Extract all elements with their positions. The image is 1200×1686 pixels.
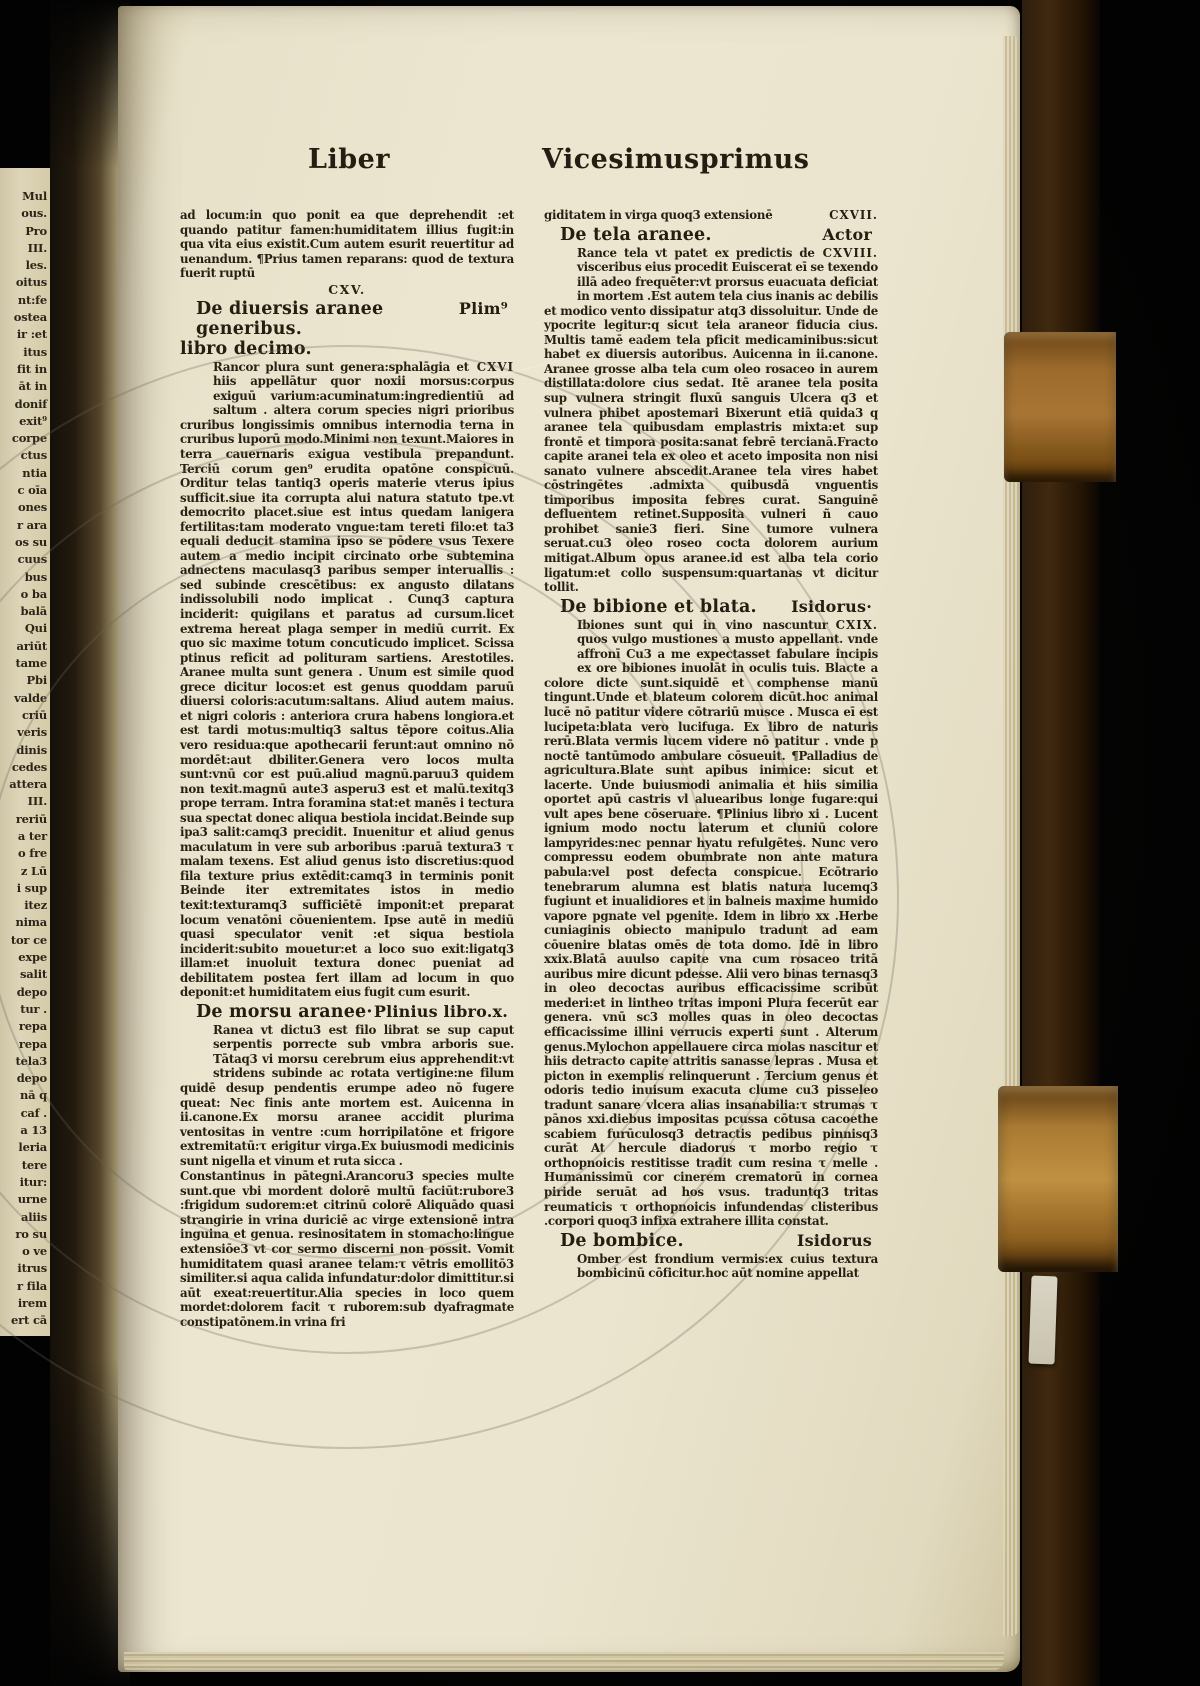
facing-page-fragment: a ter (17, 828, 47, 843)
section-heading-row (544, 1231, 878, 1251)
facing-page-fragment: depo (16, 1071, 47, 1086)
facing-page-sliver (0, 168, 50, 1336)
running-header-left: Liber (308, 144, 391, 175)
facing-page-fragment: ariūt (16, 638, 47, 653)
initial-letter-space (180, 1023, 213, 1067)
facing-page-fragment: fit in (16, 361, 47, 376)
running-header (118, 144, 1020, 184)
leather-clasp-strap-bottom (998, 1086, 1118, 1272)
facing-page-fragment: urne (17, 1192, 47, 1207)
chapter-numeral: CXV. (328, 281, 366, 297)
section-heading-subtitle: libro decimo. (180, 338, 312, 359)
initial-letter-space (544, 618, 577, 662)
facing-page-fragment: les. (25, 258, 47, 273)
facing-page-fragment: valde (14, 690, 47, 705)
section-heading-author: Isidorus· (791, 596, 872, 616)
section-heading (180, 1002, 514, 1022)
facing-page-fragment: Pbi (26, 673, 47, 688)
body-paragraph: Omber est frondium vermis:ex cuius textura bombicinū cōficitur.hoc aūt nomine appellat (544, 1252, 878, 1281)
facing-page-fragment: ostea (13, 310, 47, 325)
body-paragraph: ad locum:in quo ponit ea que deprehendit :et quando patitur famen:humiditatem illius fugit:in qua vita eius existit.Cum autem esurit reuertitur ad uenandum. ¶Prius tamen reparans: quod de textura fuerit ruptū (180, 208, 514, 281)
page-bottom-edge-stack (124, 1652, 1004, 1670)
facing-page-fragment: o ve (22, 1244, 47, 1259)
facing-page-fragment: os su (15, 534, 47, 549)
shelfmark-label (1028, 1276, 1057, 1365)
section-heading (180, 299, 514, 359)
facing-page-fragment: exit⁹ (19, 413, 47, 428)
facing-page-fragment: cuus (17, 552, 47, 567)
body-paragraph: CXVII. giditatem in virga quoq3 extensionē (544, 208, 878, 222)
text-column-right (544, 208, 878, 1296)
facing-page-fragment: r ara (16, 517, 47, 532)
facing-page-fragment: cedes (11, 759, 47, 774)
facing-page-fragment: leria (18, 1140, 47, 1155)
section-heading-author: Isidorus (796, 1230, 872, 1250)
facing-page-fragment: a 13 (20, 1123, 47, 1138)
facing-page-text-fragments (0, 188, 47, 1330)
facing-page-fragment: irem (17, 1296, 47, 1310)
facing-page-fragment: z Lū (20, 863, 47, 878)
facing-page-fragment: aliis (20, 1209, 47, 1224)
facing-page-fragment: tame (15, 656, 47, 671)
section-heading (544, 597, 878, 617)
facing-page-fragment: depo (16, 984, 47, 999)
facing-page-fragment: o ba (20, 586, 47, 601)
facing-page-fragment: dinis (16, 742, 47, 757)
facing-page-fragment: itrus (17, 1261, 47, 1276)
section-heading-row (544, 225, 878, 245)
facing-page-fragment: tela3 (15, 1053, 47, 1068)
facing-page-fragment: repa (18, 1036, 47, 1051)
facing-page-fragment: itur: (19, 1174, 47, 1189)
initial-letter-space (544, 246, 577, 290)
facing-page-fragment: itez (24, 898, 47, 913)
facing-page-fragment: oitus (15, 275, 47, 290)
facing-page-fragment: ir :et (16, 327, 47, 342)
facing-page-fragment: balā (20, 604, 47, 619)
facing-page-fragment: Qui (24, 621, 47, 636)
facing-page-fragment: tere (21, 1157, 47, 1172)
leather-clasp-strap-top (1004, 332, 1116, 482)
facing-page-fragment: ous. (21, 206, 47, 221)
facing-page-fragment: corpe (11, 431, 47, 446)
body-paragraph: Constantinus in pātegni.Arancoru3 species multe sunt.que vbi mordent dolorē multū faciūt:rubore3 :frigidum sudorem:et citrinū colorē Aliquādo quasi strangirie in vrina duriciē ac virge extensionē intra inguina et genua. resinositatem in stomacho:lingue extensiōe3 vt cor sermo discerni non possit. Vomit humiditatem quasi aranee telam:τ vētris emollitō3 similiter.si aqua calida infundatur:dolor dimittitur.si aūt exeat:reuertitur.Alia species in loco quem mordet:dolorem facit τ ruborem:sub dyafragmate constipatōnem.in vrina fri (180, 1169, 514, 1329)
body-paragraph: CXIX. Ibiones sunt qui in vino nascuntur quos vulgo mustiones a musto appellant. vnde affronī Cu3 a me expectasset fabulare incipis ex ore bibiones inuolāt in oculis tuis. Blacte a colore dicte sunt.siquidē et comphense manū tingunt.Unde et blateum colorem dicūt.hoc animal lucē nō patitur videre cōtrariū musce . Musca eī est lucipeta:blata vero lucifuga. Ex libro de naturis rerū.Blata vermis lucem videre nō patitur . vnde p noctē tantūmodo ambulare cōsueuit. ¶Palladius de agricultura.Blate sunt apibus inimice: sicut et lacerte. Unde buiusmodi animalia et hiis similia oportet apū castris vl aluearibus longe fugare:qui vult apes bene cōseruare. ¶Plinius libro xi . Lucent ignium modo noctu laterum et cluniū colore lampyrides:nec pennar hyatu refulgētes. Nunc vero compressu eodem obumbrate non ante matura pabula:vel post defecta conspicue. Ecōtrario tenebrarum alumna est blatis natura lucemq3 fugiunt et inualidiores et in balneis maxime humido vapore pgnate vel pgenite. Idem in libro xx .Herbe cuniaginis obiecto manipulo tradunt ad eam cōuenire blatas omēs de tota domo. Idē in libro xxix.Blatā auulso capite vna cum rosaceo tritā auribus mire dicunt pdesse. Alii vero binas ternasq3 in oleo decoctas auribus efficacissime scribūt mederi:et in lintheo tritas imponi Plura fecerūt ear genera. vnū sc3 molles quas in oleo decoctas efficacissime illini verrucis experti sunt . Alterum genus.Mylochon appellauere circa molas nascitur et hiis detracto capite attritis sanasse lepras . Musa et picton in exemplis relinquerunt . Tercium genus et odoris tedio inuisum exacuta clume cu3 pisseleo tradunt sanare vlcera alias insanabilia:τ strumas τ pānos xxi.diebus impositas pcussa cōtusa cacoethe scabiem furūculosq3 detractis pedibus pinnisq3 curāt At hercule diadorus τ morbo regio τ orthopnoicis restitisse tradit cum resina τ melle . Humanissimū cor cinerem crematorū in cornea piride seruāt ad hos vsus. traduntq3 tritas reumaticis τ orthopnoicis infundendas clisteribus .corpori quoq3 infixa extrahere illita constat. (544, 617, 878, 1229)
facing-page-fragment: ntia (22, 465, 47, 480)
facing-page-fragment: r fila (17, 1278, 47, 1293)
facing-page-fragment: tur . (20, 1001, 47, 1016)
facing-page-fragment: nima (15, 915, 47, 930)
section-heading-row (180, 299, 514, 339)
binding-leather-band (1022, 0, 1100, 1686)
facing-page-fragment: bus (24, 569, 47, 584)
book-page (118, 6, 1020, 1672)
facing-page-fragment: nt:fe (17, 292, 47, 307)
facing-page-fragment: c oīa (17, 483, 47, 498)
facing-page-fragment: reriū (15, 811, 47, 826)
section-heading-title: De tela aranee. (560, 224, 712, 245)
facing-page-fragment: itus (23, 344, 47, 359)
body-paragraph: Ranea vt dictu3 est filo librat se sup caput serpentis porrecte sub vmbra arboris sue. Tātaq3 vi morsu cerebrum eius apprehendit:vt stridens subinde ac rotata vertigine:ne filum quidē desup pendentis erumpe adeo nō fugere queat: Nec finis ante mortem est. Auicenna in ii.canone.Ex morsu aranee accidit plurima ventositas in ventre :cum horripilatōne et frigore extremitatū:τ erigitur virga.Ex buiusmodi medicinis sunt nigella et vinum et ruta sicca . (180, 1022, 514, 1168)
section-heading-author: Plim⁹ (458, 298, 508, 318)
initial-letter-space (180, 360, 213, 404)
section-heading-title: De diuersis aranee generibus. (196, 298, 384, 339)
running-header-right: Vicesimusprimus (542, 144, 810, 175)
section-heading-title: De bombice. (560, 1230, 684, 1251)
body-paragraph: CXVIII. Rance tela vt patet ex predictis de visceribus eius procedit Euiscerat eī se texendo illā adeo frequēter:vt prorsus euacuata deficiat in mortem .Est autem tela cius inanis ac debilis et modico vento dissipatur atq3 dissoluitur. Unde de ypocrite legitur:q sicut tela araneor fiducia cius. Multis tamē eadem tela pficit medicaminibus:sicut habet ex diuersis autoribus. Auicenna in ii.canone. Aranee grosse alba tela cum oleo rosaceo in aurem distillata:dolore cius sedat. Itē aranee tela posita sup vulnera stringit fluxū sanguis Ulcera q3 et vulnera phibet apostemari Bixerunt etiā quida3 q aranee tela quibusdam emplastris mixta:et sup frontē et timpora posita:sanat febrē tercianā.Fracto capite aranei tela ex oleo et aceto imposita non nisi sanato vulnere abscedit.Aranee tela vires habet cōstringētes .admixta quibusdā vnguentis timporibus imposita febres curat. Sanguinē defluentem retinet.Supposita vulneri ñ cauo prohibet sanie3 fieri. Sine tumore vulnera seruat.cu3 oleo roseo cocta dolorem aurium mitigat.Album opus aranee.id est alba tela corio ligatum:et collo suspensum:quartanas vt dicitur tollit. (544, 245, 878, 595)
page-right-edge-stack (1003, 36, 1019, 1636)
facing-page-fragment: Mul (22, 189, 47, 203)
section-heading-author: Plinius libro.x. (373, 1001, 508, 1021)
facing-page-fragment: nā q (19, 1088, 47, 1103)
facing-page-fragment: ro su (15, 1226, 47, 1241)
facing-page-fragment: ert cā (11, 1313, 47, 1328)
chapter-numeral: CXVIII. (822, 245, 878, 260)
text-column-left (180, 208, 514, 1329)
facing-page-fragment: o fre (18, 846, 47, 861)
facing-page-fragment: expe (18, 950, 47, 965)
facing-page-fragment: salit (20, 967, 47, 982)
section-heading-title: De bibione et blata. (560, 596, 757, 617)
facing-page-fragment: criū (22, 707, 47, 722)
facing-page-fragment: attera (9, 777, 47, 792)
section-heading-row (180, 1002, 514, 1022)
facing-page-fragment: Pro (25, 223, 47, 238)
facing-page-fragment: ones (17, 500, 47, 515)
initial-letter-space (544, 1252, 577, 1296)
facing-page-fragment: veris (17, 725, 47, 740)
chapter-numeral: CXVI (476, 359, 514, 374)
facing-page-fragment: i sup (16, 880, 47, 895)
section-heading (544, 1231, 878, 1251)
facing-page-fragment: donif (14, 396, 47, 411)
chapter-numeral: CXVII. (829, 208, 878, 222)
facing-page-fragment: III. (27, 794, 47, 809)
section-heading-row (544, 597, 878, 617)
facing-page-fragment: āt in (18, 379, 47, 394)
chapter-numeral: CXIX. (835, 617, 878, 632)
section-heading (544, 225, 878, 245)
body-paragraph: CXVI Rancor plura sunt genera:sphalāgia et hiis appellātur quor noxii morsus:corpus exiguū varium:acuminatum:ingredientiū ad saltum . altera corum species nigri prioribus cruribus longissimis omnibus internodia terna in cruribus luporū modo.Minimi non texunt.Maiores in terra cauernaris exigua vestibula prepandunt. Terciū corum gen⁹ erudita opatōne conspicuū. Orditur telas tantiq3 operis materie vterus ipius sufficit.siue ita corrupta alui natura statuto tpe.vt democrito placet.siue est intus quedam lanigera fertilitas:tam moderato vngue:tam tereti filo:et ta3 equali deducit stamina ipso se pōdere vsus Texere autem a medio incipit circinato orbe subtemina adnectens maculasq3 paribus semper interuallis : sed subinde crescētibus: ex angusto dilatans indissolubili nodo implicat . Cunq3 captura inciderit: quigilans et paratus ad cursum.licet extrema hereat plaga semper in mediū currit. Ex quo sic maxime totum concuticudo implicet. Scissa ptinus reficit ad polituram sartiens. Arestotiles. Aranee multa sunt genera . Unum est simile quod grece dicitur locos:et est genus quoddam paruū diuersi coloris:acutum:saltans. Aliud autem maius. et nigri coloris : anteriora crura habens longiora.et est tardi motus:multiq3 saltus tēpore coitus.Alia vero residua:que apothecarii ferunt:aut omnino nō mordēt:aut dbiliter.Genera vero locos multa sunt:vnū cor est puū.aliud magnū.paruu3 quidem non texit.magnū aute3 asperu3 est et malū.texitq3 prope terram. Intra foramina stat:et manēs i tectura sua spectat donec aliqua bestiola incidat.Beinde sup ipa3 salit:camq3 precidit. Inuenitur et aliud genus maculatum in vere sub arboribus :paruā textura3 τ malam texens. Est aliud genus isto discretius:quod fila texture prius extēdit:camq3 in terminis ponit Beinde iter extremitates istos in medio texit:texturamq3 sufficiētē imponit:et preparat locum venatōni cōuenientem. Ipse autē in mediū quasi speculator venit :et siqua bestiola inciderit:subito mouetur:et a loco suo exit:ligatq3 illam:et inuoluit textura donec pueniat ad debilitatem postea fert illam ad locum in quo deponit:et humiditatem eius fugit cum esurit. (180, 359, 514, 1000)
facing-page-fragment: repa (18, 1019, 47, 1034)
facing-page-fragment: tor ce (10, 932, 47, 947)
section-heading-title: De morsu aranee· (196, 1001, 373, 1022)
facing-page-fragment: III. (27, 240, 47, 255)
facing-page-fragment: ctus (20, 448, 47, 463)
section-heading-author: Actor (822, 224, 872, 244)
facing-page-fragment: caf . (20, 1105, 47, 1120)
